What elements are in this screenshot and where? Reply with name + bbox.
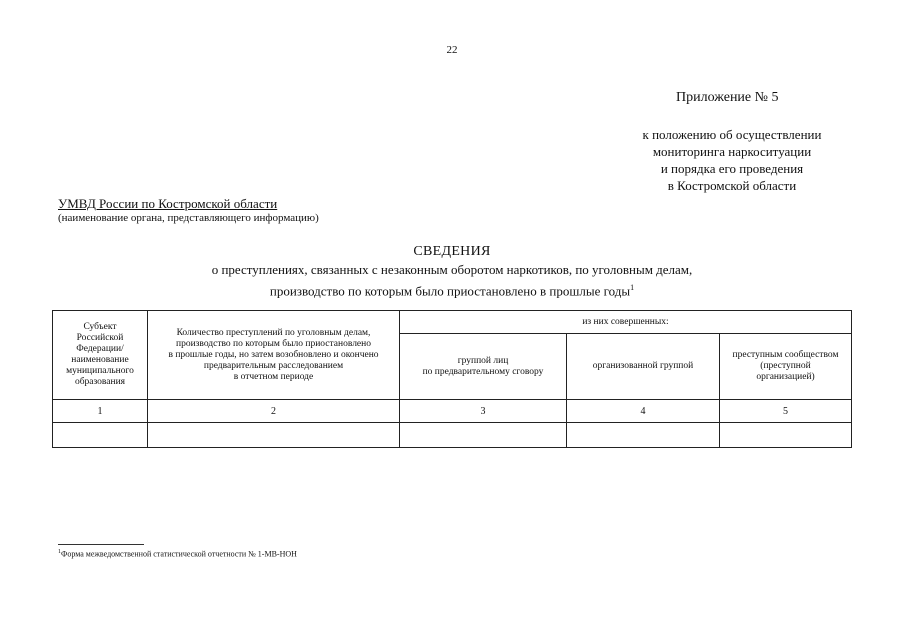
column-number: 2	[148, 400, 400, 423]
header-crime-count: Количество преступлений по уголовным делам, производство по которым было приостановлено в прошлые годы, но затем возобновлено и окончено предварительным расследованием в отчетном периоде	[148, 311, 400, 400]
footnote	[58, 549, 297, 559]
appendix-line: и порядка его проведения	[660, 161, 804, 176]
appendix-line: к положению об осуществлении	[642, 127, 822, 142]
table-cell	[567, 423, 720, 448]
header-group-conspiracy: группой лиц по предварительному сговору	[400, 334, 567, 400]
table-cell	[400, 423, 567, 448]
document-title: СВЕДЕНИЯ	[413, 244, 491, 259]
appendix-line: в Костромской области	[667, 178, 797, 193]
subtitle-line	[0, 279, 904, 300]
organization-name: УМВД России по Костромской области	[58, 196, 278, 211]
header-criminal-community: преступным сообществом (преступной организацией)	[720, 334, 852, 400]
report-table	[52, 310, 852, 448]
page-number: 22	[446, 44, 458, 56]
column-numbers-row	[53, 400, 852, 423]
footnote-divider	[58, 544, 144, 545]
subtitle-line-text: производство по которым было приостановлено в прошлые годы	[269, 283, 631, 299]
header-row	[53, 311, 852, 334]
organization-caption: (наименование органа, представляющего информацию)	[58, 212, 319, 224]
table-row	[53, 423, 852, 448]
column-number: 3	[400, 400, 567, 423]
header-group: из них совершенных:	[400, 311, 852, 334]
column-number: 5	[720, 400, 852, 423]
table-cell	[53, 423, 148, 448]
table-cell	[720, 423, 852, 448]
column-number: 4	[567, 400, 720, 423]
document-subtitle	[0, 261, 904, 300]
column-number: 1	[53, 400, 148, 423]
appendix-line: мониторинга наркоситуации	[652, 144, 812, 159]
footnote-reference: 1	[630, 283, 635, 292]
footnote-text: Форма межведомственной статистической отчетности № 1-МВ-НОН	[61, 549, 297, 559]
header-organized-group: организованной группой	[567, 334, 720, 400]
footnote-mark: 1	[58, 549, 61, 555]
header-subject: Субъект Российской Федерации/ наименование муниципального образования	[53, 311, 148, 400]
appendix-title: Приложение № 5	[676, 90, 779, 105]
table-cell	[148, 423, 400, 448]
subtitle-line: о преступлениях, связанных с незаконным оборотом наркотиков, по уголовным делам,	[211, 262, 693, 277]
appendix-subtitle	[600, 126, 864, 194]
